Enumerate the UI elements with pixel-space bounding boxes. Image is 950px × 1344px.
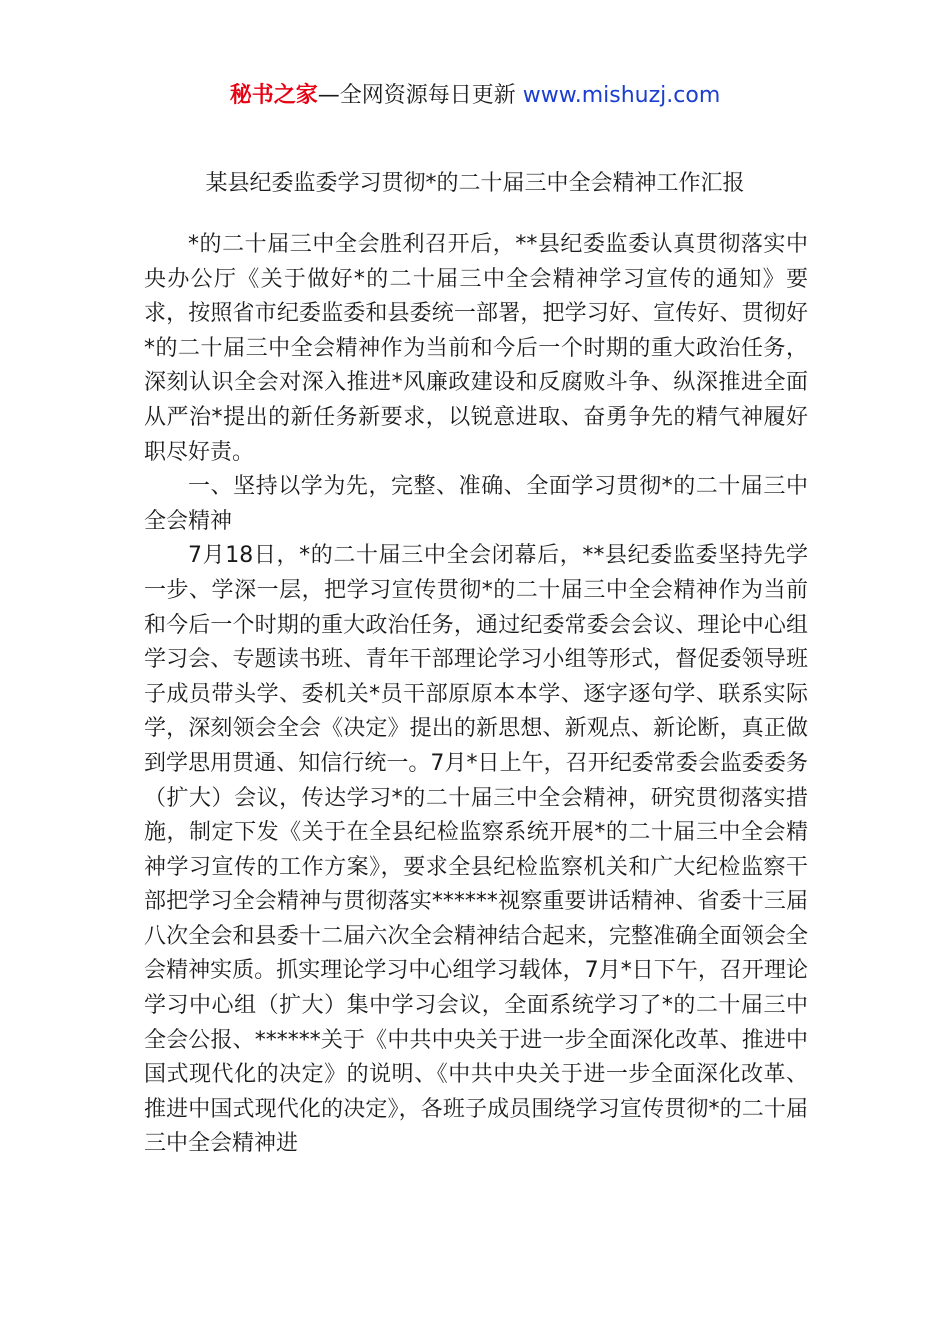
site-tagline: —全网资源每日更新 bbox=[317, 83, 516, 108]
section-heading-1: 一、坚持以学为先，完整、准确、全面学习贯彻*的二十届三中全会精神 bbox=[144, 474, 808, 534]
document-title: 某县纪委监委学习贯彻*的二十届三中全会精神工作汇报 bbox=[205, 171, 745, 196]
site-header bbox=[0, 78, 950, 114]
body-paragraph-section-1: 7月18日，*的二十届三中全会闭幕后，**县纪委监委坚持先学一步、学深一层，把学习宣传贯彻*的二十届三中全会精神作为当前和今后一个时期的重大政治任务，通过纪委常委会会议、理论中心组学习会、专题读书班、青年干部理论学习小组等形式，督促委领导班子成员带头学、委机关*员干部原原本本学、逐字逐句学、联系实际学，深刻领会全会《决定》提出的新思想、新观点、新论断，真正做到学思用贯通、知信行统一。7月*日上午，召开纪委常委会监委委务（扩大）会议，传达学习*的二十届三中全会精神，研究贯彻落实措施，制定下发《关于在全县纪检监察系统开展*的二十届三中全会精神学习宣传的工作方案》，要求全县纪检监察机关和广大纪检监察干部把学习全会精神与贯彻落实******视察重要讲话精神、省委十三届八次全会和县委十二届六次全会精神结合起来，完整准确全面领会全会精神实质。抓实理论学习中心组学习载体，7月*日下午，召开理论学习中心组（扩大）集中学习会议，全面系统学习了*的二十届三中全会公报、******关于《中共中央关于进一步全面深化改革、推进中国式现代化的决定》的说明、《中共中央关于进一步全面深化改革、推进中国式现代化的决定》，各班子成员围绕学习宣传贯彻*的二十届三中全会精神进 bbox=[144, 543, 808, 1157]
site-brand: 秘书之家 bbox=[229, 83, 318, 108]
site-url-link[interactable]: www.mishuzj.com bbox=[522, 83, 721, 108]
document-body bbox=[144, 228, 808, 1162]
body-paragraph-intro: *的二十届三中全会胜利召开后，**县纪委监委认真贯彻落实中央办公厅《关于做好*的二十届三中全会精神学习宣传的通知》要求，按照省市纪委监委和县委统一部署，把学习好、宣传好、贯彻好*的二十届三中全会精神作为当前和今后一个时期的重大政治任务，深刻认识全会对深入推进*风廉政建设和反腐败斗争、纵深推进全面从严治*提出的新任务新要求，以锐意进取、奋勇争先的精气神履好职尽好责。 bbox=[144, 232, 808, 465]
